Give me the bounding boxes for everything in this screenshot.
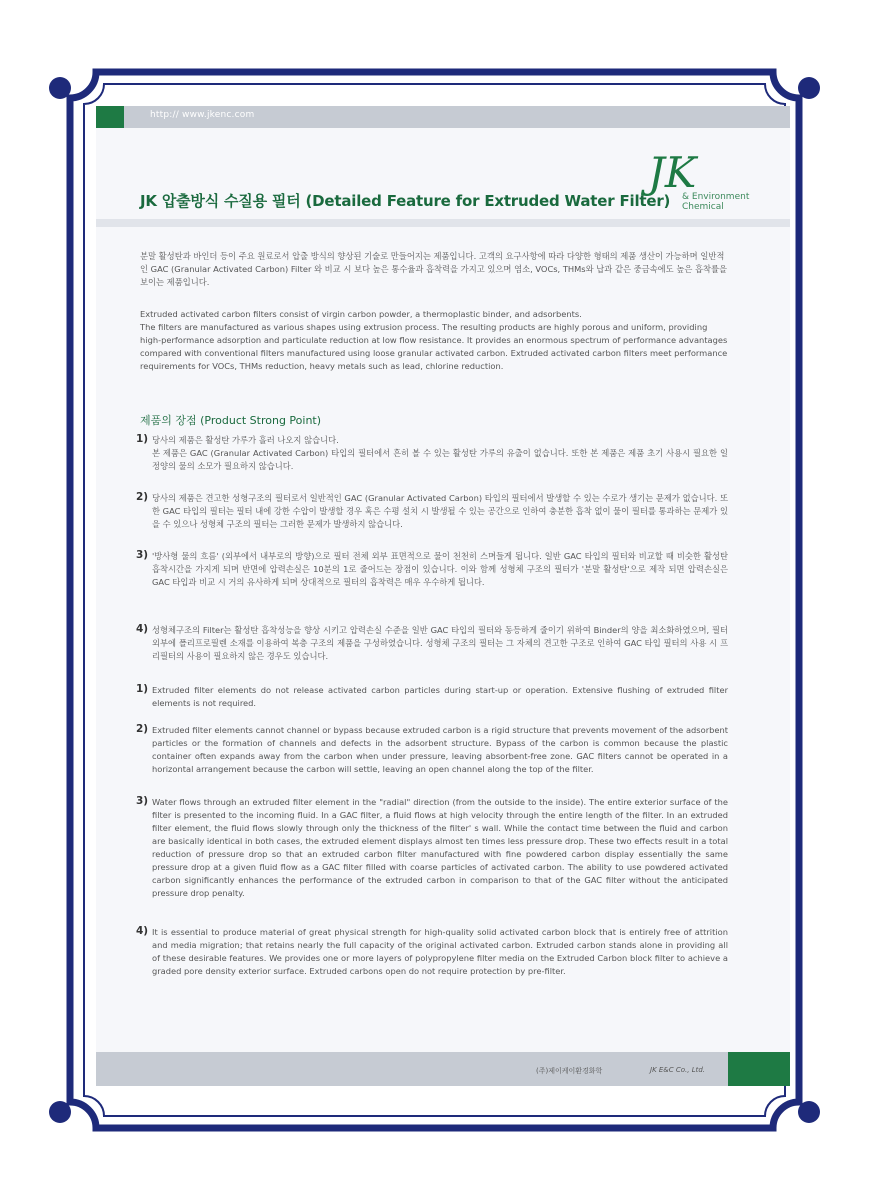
intro-english-line-1: Extruded activated carbon filters consist of virgin carbon powder, a thermoplastic binder, and adsorbents. xyxy=(140,309,582,319)
logo-mark: JK xyxy=(648,148,697,197)
header-bar xyxy=(96,106,790,128)
korean-point-4 xyxy=(136,624,728,663)
point-text: '방사형 물의 흐름' (외부에서 내부로의 방향)으로 필터 전체 외부 표면적으로 물이 천천히 스며들게 됩니다. 일반 GAC 타입의 필터와 비교할 때 비슷한 활성탄 흡착시간을 가지게 되며 반면에 압력손실은 10분의 1로 줄어드는 장점이 있습니다. 이와 함께 성형체 구조의 필터가 '분말 활성탄'으로 제작 되면 압력손실은 GAC 타입과 비교 시 거의 유사하게 되며 상대적으로 필터의 흡착력은 매우 우수하게 됩니다. xyxy=(152,551,728,587)
point-number: 3) xyxy=(136,549,149,561)
point-number: 4) xyxy=(136,623,149,635)
point-text: It is essential to produce material of great physical strength for high-quality solid activated carbon block that is entirely free of attrition and media migration; that retains nearly the full capacity of the original activated carbon. Extruded carbon stands alone in providing all of these desirable features. We provides one or more layers of polypropylene filter media on the Extruded Carbon block filter to achieve a graded pore density exterior surface. Extruded carbons open do not require protection by pre-filter. xyxy=(152,927,728,976)
website-url: http:// www.jkenc.com xyxy=(150,110,255,120)
point-number: 3) xyxy=(136,795,149,807)
section-heading: 제품의 장점 (Product Strong Point) xyxy=(140,414,322,427)
intro-english-line-2: The filters are manufactured as various shapes using extrusion process. The resulting products are highly porous and uniform, providing high-performance adsorption and particulate reduction at low flow resistance. It provides an enormous spectrum of performance advantages compared with conventional filters manufactured using loose granular activated carbon. Extruded activated carbon filters meet performance requirements for VOCs, THMs reduction, heavy metals such as lead, chlorine reduction. xyxy=(140,322,728,371)
point-number: 2) xyxy=(136,723,149,735)
korean-point-1 xyxy=(136,434,728,473)
footer-bar xyxy=(96,1052,790,1086)
point-text: 성형체구조의 Filter는 활성탄 흡착성능을 향상 시키고 압력손실 수준을 일반 GAC 타입의 필터와 동등하게 줄이기 위하여 Binder의 양을 최소화하였으며, 필터 외부에 폴리프로필렌 소재를 이용하여 복층 구조의 제품을 구성하였습니다. 성형체 구조의 필터는 그 자체의 견고한 구조로 인하여 GAC 타입 필터의 사용 시 프리필터의 사용이 필요하지 않은 경우도 있습니다. xyxy=(152,625,728,661)
korean-point-3 xyxy=(136,550,728,589)
intro-korean-text: 분말 활성탄과 바인더 등이 주요 원료로서 압출 방식의 향상된 기술로 만들어지는 제품입니다. 고객의 요구사항에 따라 다양한 형태의 제품 생산이 가능하며 일반적인 GAC (Granular Activated Carbon) Filter 와 비교 시 보다 높은 통수율과 흡착력을 가지고 있으며 염소, VOCs, THMs와 납과 같은 중금속에도 높은 흡착률을 보이는 제품입니다. xyxy=(140,251,728,287)
point-text: 당사의 제품은 견고한 성형구조의 필터로서 일반적인 GAC (Granular Activated Carbon) 타입의 필터에서 발생할 수 있는 수로가 생기는 문제가 없습니다. 또한 GAC 타입의 필터는 필터 내에 강한 수압이 발생할 경우 혹은 수평 설치 시 발생될 수 있는 공간으로 인하여 충분한 흡착 없이 물이 필터를 통과하는 문제가 있을 수 있으나 성형체 구조의 필터는 그러한 문제가 발생하지 않습니다. xyxy=(152,493,728,529)
logo-line-1: & Environment xyxy=(682,192,750,202)
english-point-2 xyxy=(136,724,728,776)
document-page xyxy=(96,106,790,1086)
english-point-4 xyxy=(136,926,728,978)
english-point-1 xyxy=(136,684,728,710)
point-text: Water flows through an extruded filter element in the "radial" direction (from the outside to the inside). The entire exterior surface of the filter is presented to the incoming fluid. In a GAC filter, a fluid flows at high velocity through the entire length of the filter. In an extruded filter element, the fluid flows slowly through only the thickness of the filter' s wall. While the contact time between the fluid and carbon are basically identical in both cases, the extruded element displays almost ten times less pressure drop. These two effects result in a total reduction of pressure drop so that an extruded carbon filter manufactured with fine powdered carbon display essentially the same pressure drop at a given fluid flow as a GAC filter filled with coarse particles of activated carbon. The ability to use powdered activated carbon significantly enhances the performance of the extruded carbon in comparison to that of the GAC filter without the anticipated pressure drop penalty. xyxy=(152,797,728,898)
point-number: 4) xyxy=(136,925,149,937)
point-text: Extruded filter elements do not release activated carbon particles during start-up or operation. Extensive flushing of extruded filter elements is not required. xyxy=(152,685,728,708)
document-title: JK 압출방식 수질용 필터 (Detailed Feature for Extruded Water Filter) xyxy=(140,192,671,210)
point-text: 본 제품은 GAC (Granular Activated Carbon) 타입의 필터에서 흔히 볼 수 있는 활성탄 가루의 유출이 없습니다. 또한 본 제품은 제품 초기 사용시 필요한 일정양의 물의 소모가 필요하지 않습니다. xyxy=(152,448,728,471)
intro-korean xyxy=(140,250,728,289)
point-number: 1) xyxy=(136,433,149,445)
korean-point-2 xyxy=(136,492,728,531)
english-point-3 xyxy=(136,796,728,900)
point-text: 당사의 제품은 활성탄 가루가 흘러 나오지 않습니다. xyxy=(152,435,339,445)
title-divider xyxy=(96,219,790,227)
footer-accent-block xyxy=(728,1052,790,1086)
footer-company-english: JK E&C Co., Ltd. xyxy=(650,1066,706,1074)
point-number: 1) xyxy=(136,683,149,695)
point-text: Extruded filter elements cannot channel or bypass because extruded carbon is a rigid structure that prevents movement of the adsorbent particles or the formation of channels and defects in the adsorbent structure. Bypass of the carbon is common because the plastic container often expands away from the carbon when under pressure, leaving absorbent-free zone. GAC filters cannot be operated in a horizontal arrangement because the carbon will settle, leaving an open channel along the top of the filter. xyxy=(152,725,728,774)
point-number: 2) xyxy=(136,491,149,503)
intro-english xyxy=(140,308,728,373)
footer-company-korean: (주)제이케이환경화학 xyxy=(536,1067,603,1075)
header-accent-block xyxy=(96,106,124,128)
logo-line-2: Chemical xyxy=(682,202,724,212)
